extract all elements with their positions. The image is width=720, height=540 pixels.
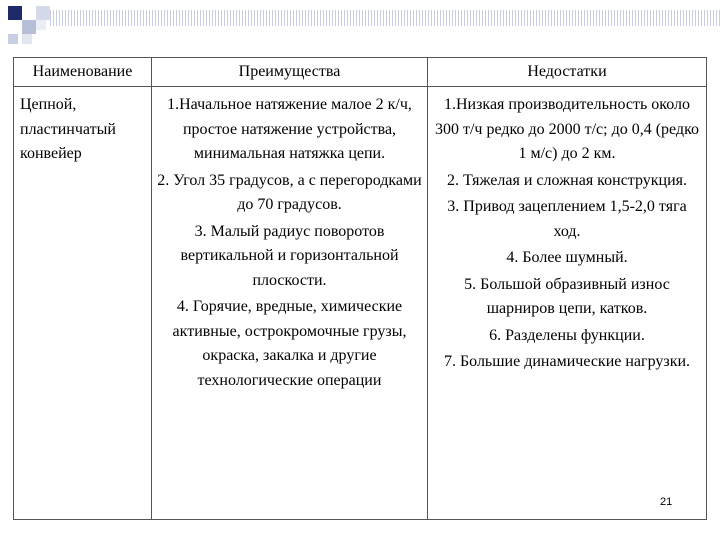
conveyor-name-line: пластинчатый xyxy=(20,120,116,138)
decor-square xyxy=(22,34,32,44)
disadvantage-item: 3. Привод зацеплением 1,5-2,0 тяга ход. xyxy=(447,198,687,240)
conveyor-name-line: Цепной, xyxy=(20,96,77,113)
conveyor-name-cell xyxy=(14,87,152,520)
disadvantage-item: 4. Более шумный. xyxy=(506,249,628,266)
decor-square xyxy=(22,20,36,34)
disadvantage-item: 2. Тяжелая и сложная конструкция. xyxy=(446,171,688,189)
decor-square xyxy=(36,6,50,20)
disadvantages-list xyxy=(432,93,702,375)
conveyor-name-line: конвейер xyxy=(20,145,82,162)
header-disadvantages: Недостатки xyxy=(428,58,707,87)
advantage-item: 4. Горячие, вредные, химические активные, острокромочные грузы, окраска, закалка и другие технологические операции xyxy=(172,298,407,389)
advantage-item: 2. Угол 35 градусов, а с перегородками до 70 градусов. xyxy=(157,171,422,213)
disadvantage-item: 7. Большие динамические нагрузки. xyxy=(443,353,691,370)
header-name: Наименование xyxy=(14,58,152,87)
decor-stripe-bar xyxy=(50,10,720,26)
disadvantage-item: 6. Разделены функции. xyxy=(489,326,645,344)
decor-square xyxy=(8,34,18,44)
table-header-row xyxy=(14,58,707,87)
page-number: 21 xyxy=(660,496,673,508)
decor-square xyxy=(36,20,46,30)
disadvantage-item: 1.Низкая производительность около 300 т/ч редко до 2000 т/с; до 0,4 (редко 1 м/с) до 2 км. xyxy=(434,96,700,162)
table-row xyxy=(14,87,707,520)
decor-square xyxy=(8,6,22,20)
conveyor-comparison-table xyxy=(13,57,707,520)
advantages-cell xyxy=(152,87,428,520)
header-advantages: Преимущества xyxy=(152,58,428,87)
advantage-item: 1.Начальное натяжение малое 2 к/ч, простое натяжение устройства, минимальная натяжка цепи. xyxy=(167,96,412,162)
disadvantage-item: 5. Большой образивный износ шарниров цепи, катков. xyxy=(464,275,670,317)
advantage-item: 3. Малый радиус поворотов вертикальной и горизонтальной плоскости. xyxy=(180,222,399,289)
disadvantages-cell xyxy=(428,87,707,520)
advantages-list xyxy=(156,93,423,393)
